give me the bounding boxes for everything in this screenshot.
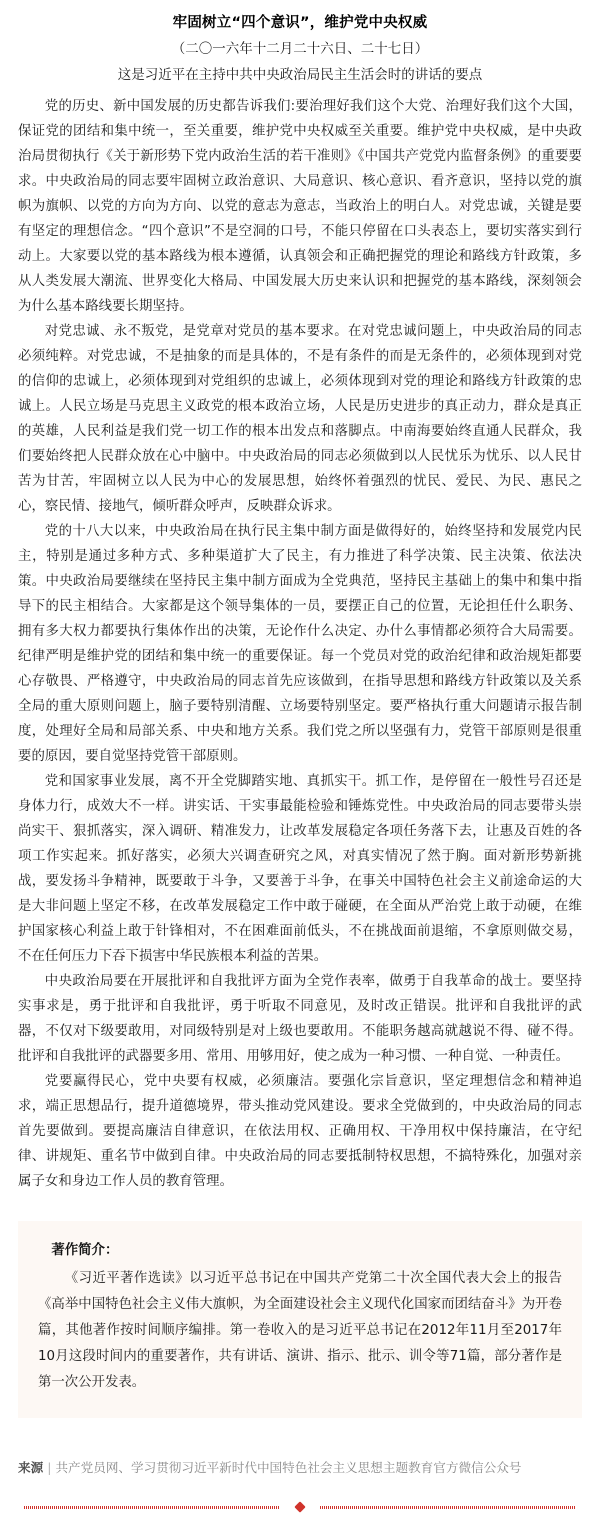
- document-header: [18, 0, 582, 88]
- source-label: 来源: [18, 1460, 44, 1475]
- decorative-divider: [18, 1500, 582, 1514]
- article-paragraph: 党要赢得民心，党中央要有权威，必须廉洁。要强化宗旨意识，坚定理想信念和精神追求，端正思想品行，提升道德境界，带头推动党风建设。要求全党做到的，中央政治局的同志首先要做到。要提高廉洁自律意识，在依法用权、正确用权、干净用权中保持廉洁，在守纪律、讲规矩、重名节中做到自律。中央政治局的同志要抵制特权思想，不搞特殊化，加强对亲属子女和身边工作人员的教育管理。: [18, 1074, 582, 1189]
- article-paragraph: 对党忠诚、永不叛党，是党章对党员的基本要求。在对党忠诚问题上，中央政治局的同志必须纯粹。对党忠诚，不是抽象的而是具体的，不是有条件的而是无条件的，必须体现到对党的信仰的忠诚上，必须体现到对党组织的忠诚上，必须体现到对党的理论和路线方针政策的忠诚上。人民立场是马克思主义政党的根本政治立场，人民是历史进步的真正动力，群众是真正的英雄，人民利益是我们党一切工作的根本出发点和落脚点。中南海要始终直通人民群众，我们要始终把人民群众放在心中脑中。中央政治局的同志必须做到以人民忧乐为忧乐、以人民甘苦为甘苦，牢固树立以人民为中心的发展思想，始终怀着强烈的忧民、爱民、为民、惠民之心，察民情、接地气，倾听群众呼声，反映群众诉求。: [18, 324, 582, 514]
- source-separator: |: [47, 1460, 52, 1475]
- source-text: 共产党员网、学习贯彻习近平新时代中国特色社会主义思想主题教育官方微信公众号: [55, 1460, 522, 1475]
- document-kicker: 这是习近平在主持中共中央政治局民主生活会时的讲话的要点: [117, 67, 483, 83]
- page-title: 牢固树立“四个意识”，维护党中央权威: [172, 15, 428, 31]
- book-introduction-box: [18, 1221, 582, 1418]
- source-attribution: [18, 1458, 582, 1478]
- divider-rule-right: [320, 1506, 576, 1509]
- article-body: [18, 94, 582, 1194]
- divider-rule-left: [24, 1506, 280, 1509]
- article-paragraph: 中央政治局要在开展批评和自我批评方面为全党作表率，做勇于自我革命的战士。要坚持实事求是，勇于批评和自我批评，勇于听取不同意见，及时改正错误。批评和自我批评的武器，不仅对下级要敢用，对同级特别是对上级也要敢用。不能职务越高就越说不得、碰不得。批评和自我批评的武器要多用、常用、用够用好，使之成为一种习惯、一种自觉、一种责任。: [18, 974, 582, 1064]
- article-paragraph: 党的十八大以来，中央政治局在执行民主集中制方面是做得好的，始终坚持和发展党内民主，特别是通过多种方式、多种渠道扩大了民主，有力推进了科学决策、民主决策、依法决策。中央政治局要继续在坚持民主集中制方面成为全党典范，坚持民主基础上的集中和集中指导下的民主相结合。大家都是这个领导集体的一员，要摆正自己的位置，无论担任什么职务、拥有多大权力都要执行集体作出的决策，无论作什么决定、办什么事情都必须符合大局需要。纪律严明是维护党的团结和集中统一的重要保证。每一个党员对党的政治纪律和政治规矩都要心存敬畏、严格遵守，中央政治局的同志首先应该做到，在指导思想和路线方针政策以及关系全局的重大原则问题上，脑子要特别清醒、立场要特别坚定。要严格执行重大问题请示报告制度，处理好全局和局部关系、中央和地方关系。我们党之所以坚强有力，党管干部原则是很重要的原因，要自觉坚持党管干部原则。: [18, 524, 582, 764]
- book-introduction-text: 《习近平著作选读》以习近平总书记在中国共产党第二十次全国代表大会上的报告《高举中国特色社会主义伟大旗帜，为全面建设社会主义现代化国家而团结奋斗》为开卷篇，其他著作按时间顺序编排。第一卷收入的是习近平总书记在2012年11月至2017年10月这段时间内的重要著作，共有讲话、演讲、指示、批示、训令等71篇，部分著作是第一次公开发表。: [38, 1271, 562, 1390]
- diamond-icon: [294, 1501, 305, 1512]
- article-paragraph: 党和国家事业发展，离不开全党脚踏实地、真抓实干。抓工作，是停留在一般性号召还是身体力行，成效大不一样。讲实话、干实事最能检验和锤炼党性。中央政治局的同志要带头崇尚实干、狠抓落实，深入调研、精准发力，让改革发展稳定各项任务落下去，让惠及百姓的各项工作实起来。抓好落实，必须大兴调查研究之风，对真实情况了然于胸。面对新形势新挑战，要发扬斗争精神，既要敢于斗争，又要善于斗争，在事关中国特色社会主义前途命运的大是大非问题上坚定不移，在改革发展稳定工作中敢于碰硬，在全面从严治党上敢于动硬，在维护国家核心利益上敢于针锋相对，不在困难面前低头，不在挑战面前退缩，不拿原则做交易，不在任何压力下吞下损害中华民族根本利益的苦果。: [18, 774, 582, 964]
- document-date: （二〇一六年十二月二十六日、二十七日）: [171, 41, 429, 57]
- article-paragraph: 党的历史、新中国发展的历史都告诉我们:要治理好我们这个大党、治理好我们这个大国，保证党的团结和集中统一，至关重要，维护党中央权威至关重要。维护党中央权威，是中央政治局贯彻执行《关于新形势下党内政治生活的若干准则》《中国共产党党内监督条例》的重要要求。中央政治局的同志要牢固树立政治意识、大局意识、核心意识、看齐意识，坚持以党的旗帜为旗帜、以党的方向为方向、以党的意志为意志，当政治上的明白人。对党忠诚，关键是要有坚定的理想信念。“四个意识”不是空洞的口号，不能只停留在口头表态上，要切实落实到行动上。大家要以党的基本路线为根本遵循，认真领会和正确把握党的理论和路线方针政策，多从人类发展大潮流、世界变化大格局、中国发展大历史来认识和把握党的基本路线，深刻领会为什么基本路线要长期坚持。: [18, 99, 582, 314]
- book-introduction-title: 著作简介：: [51, 1243, 119, 1258]
